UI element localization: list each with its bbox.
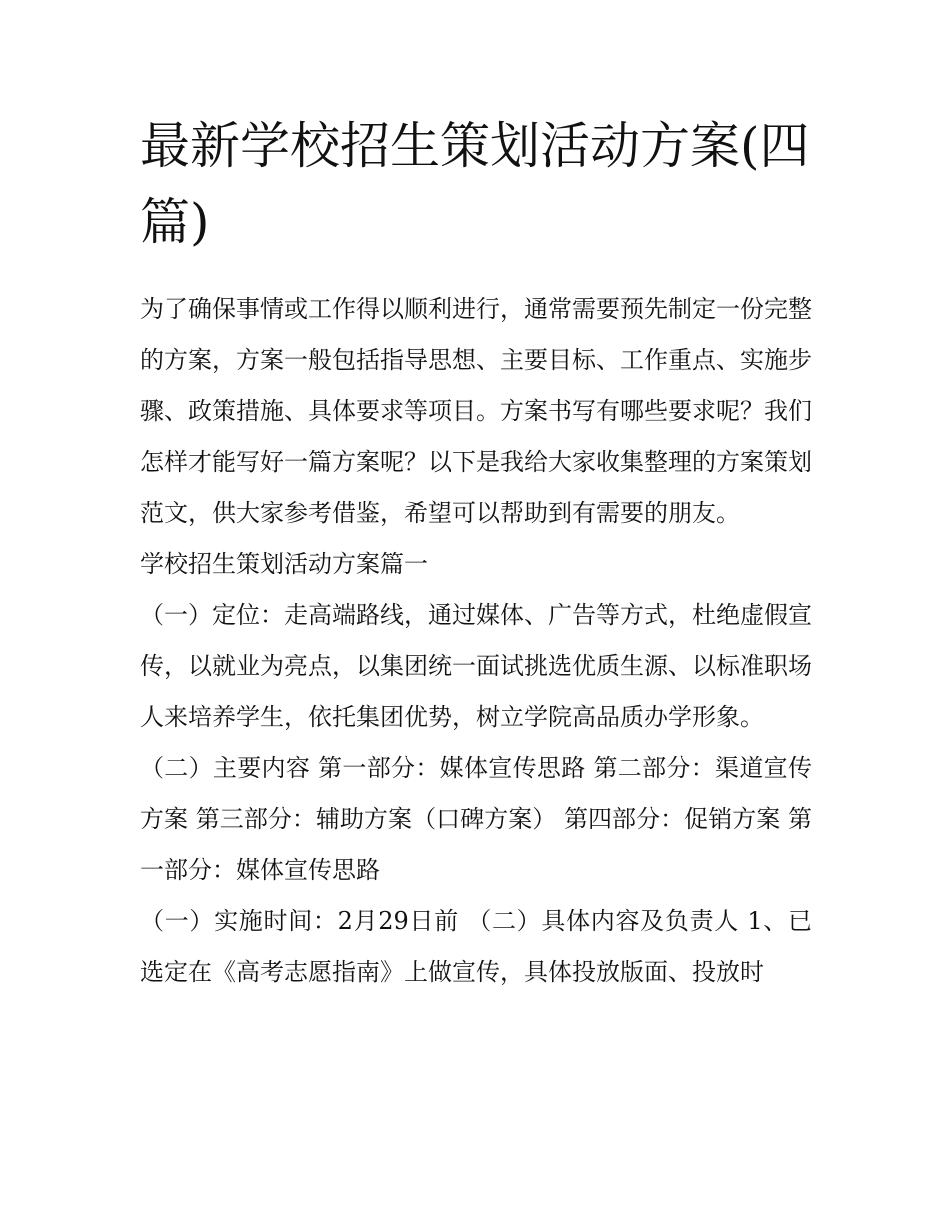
section-heading: 学校招生策划活动方案篇一 bbox=[140, 550, 428, 578]
document-content bbox=[140, 108, 812, 998]
main-content-paragraph: （二）主要内容 第一部分：媒体宣传思路 第二部分：渠道宣传方案 第三部分：辅助方案（口碑方案） 第四部分：促销方案 第一部分：媒体宣传思路 bbox=[140, 754, 812, 884]
implementation-paragraph: （一）实施时间：2月29日前 （二）具体内容及负责人 1、已选定在《高考志愿指南》上做宣传，具体投放版面、投放时 bbox=[140, 907, 812, 986]
intro-paragraph: 为了确保事情或工作得以顺利进行，通常需要预先制定一份完整的方案，方案一般包括指导思想、主要目标、工作重点、实施步骤、政策措施、具体要求等项目。方案书写有哪些要求呢？我们怎样才能写好一篇方案呢？以下是我给大家收集整理的方案策划范文，供大家参考借鉴，希望可以帮助到有需要的朋友。 bbox=[140, 295, 812, 527]
document-title: 最新学校招生策划活动方案(四篇) bbox=[140, 117, 810, 251]
positioning-paragraph: （一）定位：走高端路线，通过媒体、广告等方式，杜绝虚假宣传，以就业为亮点，以集团统一面试挑选优质生源、以标准职场人来培养学生，依托集团优势，树立学院高品质办学形象。 bbox=[140, 601, 812, 731]
document-body bbox=[140, 284, 812, 998]
